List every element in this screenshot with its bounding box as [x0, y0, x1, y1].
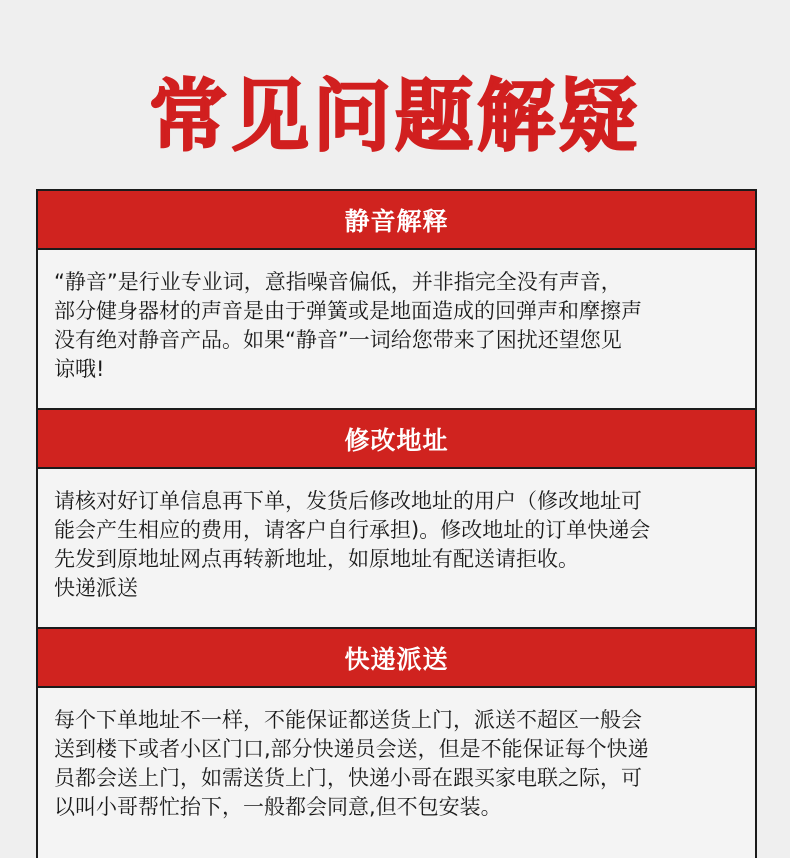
body-line: 每个下单地址不一样，不能保证都送货上门，派送不超区一般会: [54, 708, 642, 732]
body-line: 没有绝对静音产品。如果“静音”一词给您带来了困扰还望您见: [54, 328, 622, 352]
page-title: 常见问题解疑: [148, 72, 641, 162]
section-body-address: [38, 469, 755, 629]
body-line: 快递派送: [54, 576, 138, 600]
body-line: 能会产生相应的费用，请客户自行承担)。修改地址的订单快递会: [54, 518, 651, 542]
body-line: 请核对好订单信息再下单，发货后修改地址的用户（修改地址可: [54, 489, 642, 513]
body-line: 以叫小哥帮忙抬下，一般都会同意,但不包安装。: [54, 795, 502, 819]
body-line: 员都会送上门，如需送货上门，快递小哥在跟买家电联之际，可: [54, 766, 642, 790]
body-line: “静音”是行业专业词，意指噪音偏低，并非指完全没有声音，: [54, 270, 622, 294]
section-body-silent: [38, 250, 755, 410]
faq-table: [36, 189, 757, 858]
body-line: 谅哦!: [54, 357, 105, 381]
body-line: 送到楼下或者小区门口,部分快递员会送，但是不能保证每个快递: [54, 737, 649, 761]
section-header-delivery: 快递派送: [38, 629, 755, 688]
section-header-address: 修改地址: [38, 410, 755, 469]
body-line: 先发到原地址网点再转新地址，如原地址有配送请拒收。: [54, 547, 579, 571]
section-header-silent: 静音解释: [38, 191, 755, 250]
body-line: 部分健身器材的声音是由于弹簧或是地面造成的回弹声和摩擦声: [54, 299, 642, 323]
section-body-delivery: [38, 688, 755, 858]
